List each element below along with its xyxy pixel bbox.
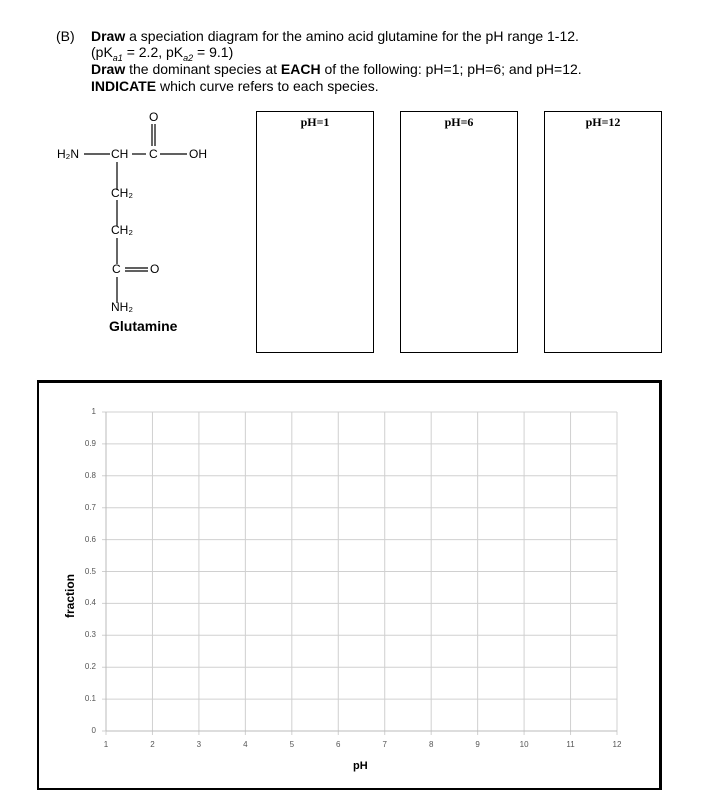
y-tick-label: 0.5 [84,566,96,576]
amide-nitrogen: NH₂ [111,300,133,314]
y-tick-label: 0.9 [84,438,96,448]
alpha-carbon: CH [111,147,129,161]
carboxyl-carbon: C [149,147,158,161]
x-tick-label: 2 [150,740,155,749]
x-tick-label: 6 [336,740,341,749]
x-tick-label: 12 [612,740,622,749]
pka1-sub: a1 [112,52,123,63]
box-label: pH=1 [300,115,330,129]
y-tick-label: 1 [91,407,96,416]
carbonyl-oxygen: O [149,110,159,124]
x-tick-label: 9 [475,740,480,749]
x-tick-label: 10 [519,740,529,749]
box-label: pH=12 [585,115,621,129]
x-tick-label: 3 [196,740,202,749]
methylene-1: CH₂ [111,186,133,200]
y-tick-label: 0.7 [84,502,96,512]
x-tick-label: 8 [428,740,434,749]
y-tick-label: 0.8 [84,470,96,480]
x-tick-label: 1 [103,740,109,749]
box-label: pH=6 [444,115,474,129]
molecule-name: Glutamine [109,318,178,334]
x-tick-label: 11 [566,740,575,749]
amine-group: H₂N [57,147,79,161]
line1-text: a speciation diagram for the amino acid glutamine for the pH range 1-12. [125,28,579,44]
y-tick-label: 0.1 [84,694,96,704]
x-tick-label: 7 [382,740,387,749]
y-tick-label: 0.6 [84,534,96,544]
amide-oxygen: O [150,262,160,276]
y-tick-label: 0 [91,726,96,735]
hydroxyl-group: OH [189,147,207,161]
line4-rest: which curve refers to each species. [156,78,379,94]
pka-text: (pK [91,44,113,60]
amide-carbon: C [112,262,121,276]
question-label: (B) [56,28,75,44]
pka2-value: = 9.1) [193,44,234,60]
line3-rest: of the following: pH=1; pH=6; and pH=12. [320,61,582,77]
y-tick-label: 0.3 [84,630,96,640]
y-axis-label: fraction [63,573,77,619]
draw-bold-2: Draw [91,61,126,77]
pka1-value: = 2.2, pK [122,44,184,60]
x-tick-label: 5 [289,740,295,749]
indicate-bold: INDICATE [91,78,157,94]
each-bold: EACH [280,61,321,77]
line3-mid: the dominant species at [125,61,281,77]
methylene-2: CH₂ [111,223,133,237]
y-tick-label: 0.2 [84,662,96,672]
draw-bold: Draw [91,28,126,44]
pka2-sub: a2 [183,52,194,63]
x-axis-label: pH [353,760,368,772]
x-tick-label: 4 [243,740,248,749]
y-tick-label: 0.4 [84,598,96,608]
